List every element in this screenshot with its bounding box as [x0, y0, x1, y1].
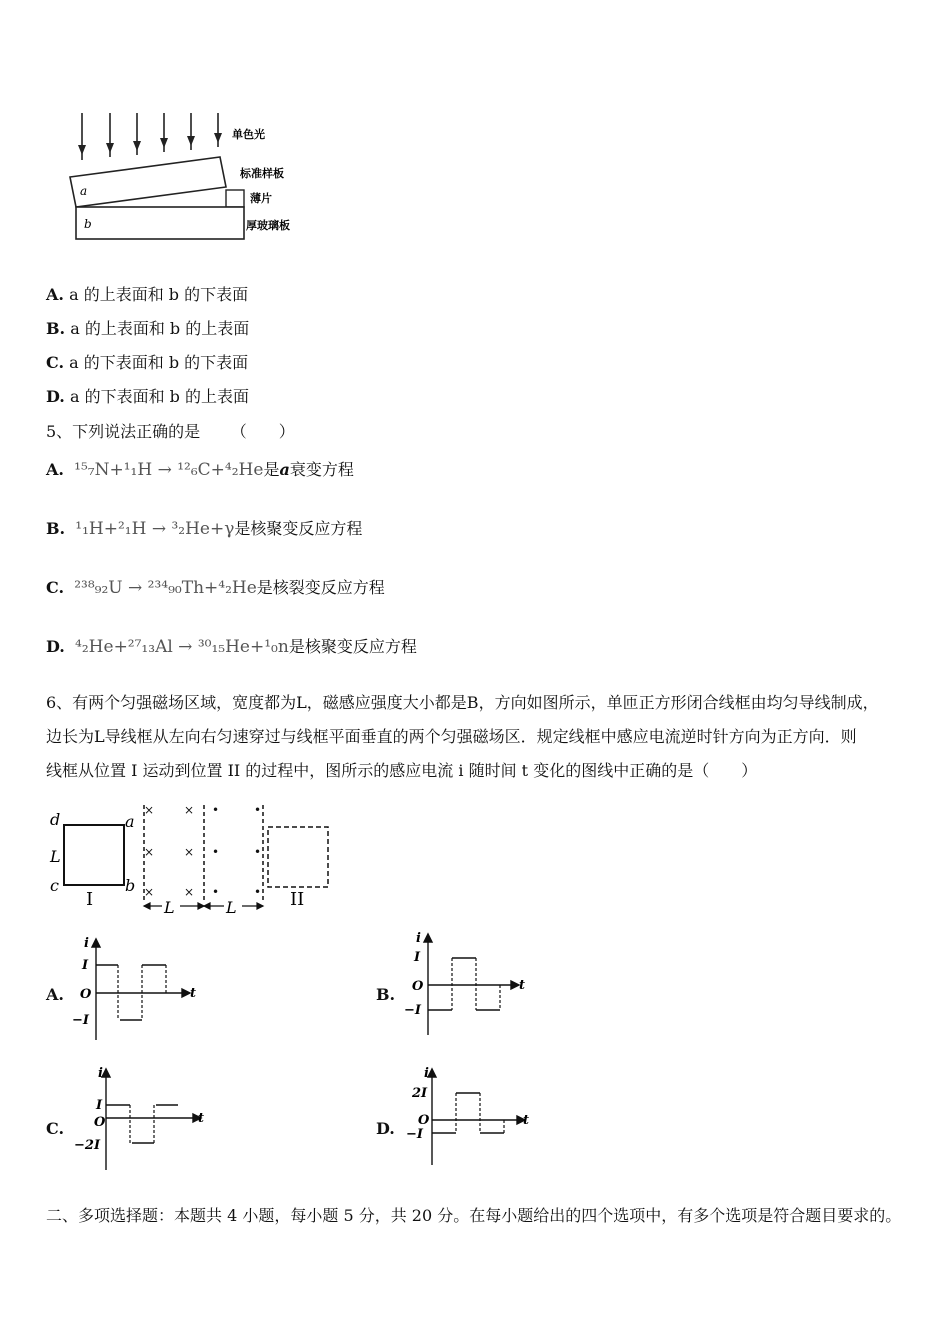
svg-text:−I: −I [404, 1003, 421, 1018]
svg-text:I: I [96, 1098, 103, 1113]
svg-text:×: × [144, 803, 155, 817]
interference-figure [60, 105, 320, 245]
graph-option-c [70, 1065, 210, 1175]
svg-text:•: • [212, 845, 220, 859]
label-light: 单色光 [232, 128, 265, 141]
svg-text:O: O [80, 987, 92, 1002]
q4-option-a: A. a 的上表面和 b 的下表面 [46, 285, 249, 304]
graph-option-a [70, 935, 210, 1045]
svg-text:×: × [184, 845, 195, 859]
svg-text:•: • [254, 845, 262, 859]
svg-text:O: O [412, 979, 424, 994]
svg-text:i: i [416, 931, 421, 946]
q5-option-b: B. ¹₁H+²₁H → ³₂He+γ是核聚变反应方程 [46, 519, 363, 539]
corner-c: c [50, 876, 59, 895]
position-2-label: II [290, 889, 305, 910]
graph-option-d [402, 1065, 542, 1175]
svg-text:−I: −I [72, 1013, 89, 1028]
plate-b-label: b [84, 217, 92, 231]
svg-text:−2I: −2I [74, 1138, 101, 1153]
q6-option-a-letter: A. [46, 985, 64, 1004]
svg-text:i: i [98, 1066, 103, 1081]
svg-text:t: t [190, 986, 197, 1001]
q6-option-c-letter: C. [46, 1119, 65, 1138]
q4-option-b: B. a 的上表面和 b 的上表面 [46, 319, 250, 338]
svg-text:I: I [82, 958, 89, 973]
label-sheet: 薄片 [250, 192, 272, 205]
q6-option-d-letter: D. [376, 1119, 395, 1138]
q6-option-b-letter: B. [376, 985, 396, 1004]
svg-text:O: O [94, 1115, 106, 1130]
svg-text:•: • [212, 885, 220, 899]
svg-text:•: • [254, 885, 262, 899]
svg-text:O: O [418, 1113, 430, 1128]
svg-text:×: × [144, 845, 155, 859]
label-glass: 厚玻璃板 [246, 219, 290, 232]
svg-text:•: • [212, 803, 220, 817]
position-1-label: I [86, 889, 94, 910]
svg-text:t: t [519, 978, 526, 993]
equation-d: ⁴₂He+²⁷₁₃Al → ³⁰₁₅He+¹₀n [75, 637, 289, 657]
q6-stem: 6、有两个匀强磁场区域，宽度都为L，磁感应强度大小都是B，方向如图所示，单匝正方形闭合线框由均匀导线制成， 边长为L导线框从左向右匀速穿过与线框平面垂直的两个匀强磁场区．规定线框中感应电流逆时针方向为正方向．则 线框从位置 I 运动到位置 II 的过程中，图所示的感应电流 i 随时间 t 变化的图线中正确的是（ ） [46, 693, 879, 780]
width-label-1: L [164, 898, 175, 917]
equation-c: ²³⁸₉₂U → ²³⁴₉₀Th+⁴₂He [74, 578, 257, 598]
graph-option-b [402, 930, 542, 1040]
corner-a: a [125, 812, 135, 831]
equation-a: ¹⁵₇N+¹₁H → ¹²₆C+⁴₂He [74, 460, 264, 480]
q4-option-c: C. a 的下表面和 b 的下表面 [46, 353, 249, 372]
svg-text:−I: −I [406, 1127, 423, 1142]
side-length-label: L [50, 847, 61, 866]
svg-text:×: × [184, 885, 195, 899]
q4-option-d: D. a 的下表面和 b 的上表面 [46, 387, 250, 406]
svg-text:•: • [254, 803, 262, 817]
svg-text:×: × [144, 885, 155, 899]
svg-text:I: I [414, 950, 421, 965]
svg-text:×: × [184, 803, 195, 817]
label-standard: 标准样板 [240, 167, 284, 180]
corner-d: d [50, 810, 61, 829]
svg-text:i: i [424, 1066, 429, 1081]
width-label-2: L [226, 898, 237, 917]
q5-stem: 5、下列说法正确的是 （ ） [46, 422, 295, 441]
svg-text:t: t [198, 1111, 205, 1126]
corner-b: b [125, 876, 136, 895]
svg-text:t: t [523, 1113, 530, 1128]
q5-option-c: C. ²³⁸₉₂U → ²³⁴₉₀Th+⁴₂He是核裂变反应方程 [46, 578, 385, 598]
magnetic-field-figure [44, 800, 344, 920]
plate-a-label: a [80, 184, 88, 198]
section-2-header: 二、多项选择题：本题共 4 小题，每小题 5 分，共 20 分。在每小题给出的四个选项中，有多个选项是符合题目要求的。 [46, 1206, 902, 1225]
q5-option-d: D. ⁴₂He+²⁷₁₃Al → ³⁰₁₅He+¹₀n是核聚变反应方程 [46, 637, 417, 657]
q5-option-a: A. ¹⁵₇N+¹₁H → ¹²₆C+⁴₂He是a衰变方程 [46, 460, 354, 480]
svg-text:i: i [84, 936, 89, 951]
equation-b: ¹₁H+²₁H → ³₂He+γ [75, 519, 235, 539]
svg-text:2I: 2I [412, 1086, 428, 1101]
